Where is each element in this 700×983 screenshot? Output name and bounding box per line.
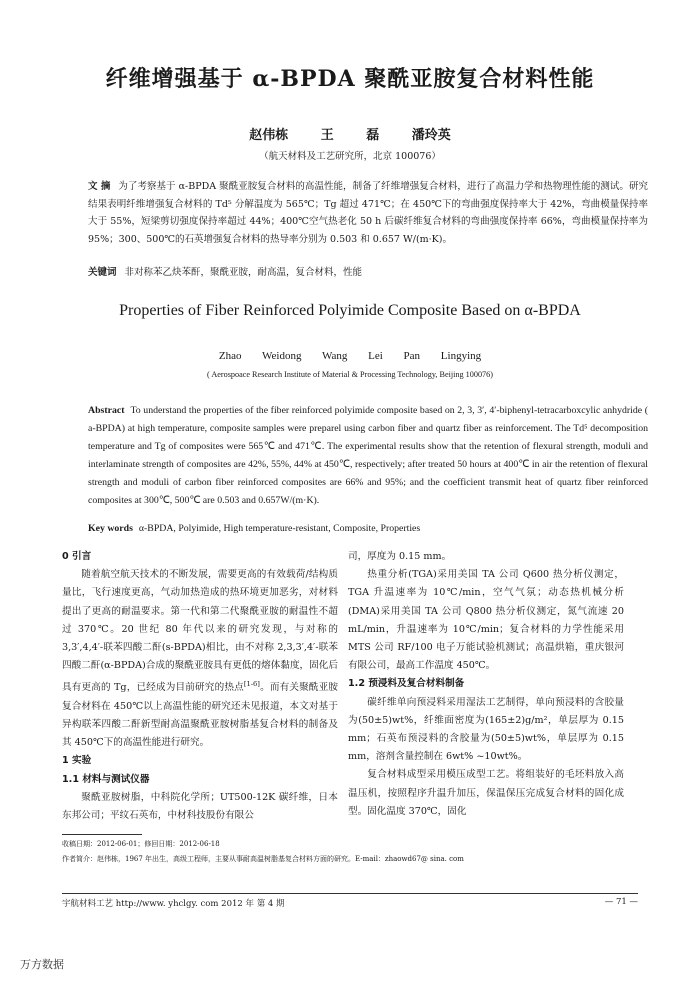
affiliation-en: ( Aerospoace Research Institute of Material & Processing Technology, Beijing 100076) [207,370,493,379]
section-heading-intro: 0 引言 [62,551,92,562]
authors-zh: 赵伟栋 王 磊 潘玲英 [249,128,451,143]
prepreg-paragraph: 碳纤维单向预浸料采用湿法工艺制得，单向预浸料的含胶量为(50±5)wt%，纤维面密度为(165±2)g/m²，单层厚为 0.15 mm；石英布预浸料的含胶量为(50±5)wt%，单层厚为 0.15 mm，溶剂含量控制在 6wt% ~10wt%。 [348,696,624,763]
section-heading-experiment: 1 实验 [62,755,92,767]
abstract-en [88,402,648,510]
subsection-heading-prepreg: 1.2 预浸料及复合材料制备 [348,678,465,690]
right-column [348,548,624,821]
instruments-paragraph: 热重分析(TGA)采用美国 TA 公司 Q600 热分析仪测定，TGA 升温速率为 10℃/min，空气气氛；动态热机械分析(DMA)采用美国 TA 公司 Q800 热分析仪测定，氮气流速 20 mL/min，升温速率为 10℃/min；复合材料的力学性能采用 MTS 公司 RF/100 电子万能试验机测试；高温烘箱，重庆银河有限公司，最高工作温度 450℃。 [348,569,624,672]
materials-paragraph-cont: 司，厚度为 0.15 mm。 [348,551,452,562]
affiliation-zh: （航天材料及工艺研究所，北京 100076） [259,151,441,162]
abstract-zh-label: 文 摘 [88,181,111,192]
abstract-en-label: Abstract [88,405,125,416]
abstract-zh-text: 为了考察基于 α-BPDA 聚酰亚胺复合材料的高温性能，制备了纤维增强复合材料，进行了高温力学和热物理性能的测试。研究结果表明纤维增强复合材料的 Td⁵ 分解温度为 565℃；Tg 超过 471℃；在 450℃下的弯曲强度保持率大于 42%，弯曲模量保持率大于 55%，短梁剪切强度保持率超过 44%；400℃空气热老化 50 h 后碳纤维复合材料的弯曲强度保持率 66%，弯曲模量保持率为 95%；300、500℃的石英增强复合材料的热导率分别为 0.503 和 0.657 W/(m·K)。 [88,181,648,245]
keywords-en [88,520,648,538]
watermark: 万方数据 [20,958,64,971]
page-footer [62,897,638,909]
subsection-heading-materials: 1.1 材料与测试仪器 [62,773,150,785]
authors-en: Zhao Weidong Wang Lei Pan Lingying [218,350,482,362]
abstract-en-text: To understand the properties of the fiber reinforced polyimide composite based on 2, 3, 3′, 4′-biphenyl-tetracarboxcylic anhydride ( a-BPDA) at high temperature, composite samples were preparel using carbon fiber and quartz fiber as reinforcement. The Td⁵ decomposition temperature and Tg of composites were 565℃ and 471℃. The experimental results show that the retention of flexural strength, moduli and interlaminate strength of composites are 42%, 55%, 44% at 450℃, respectively; after treated 50 hours at 400℃ in air the retention of flexural strength and moduli of carbon fiber reinforced composites are 66% and 95%; and the coefficient transmit heat of quartz fiber reinforced composites at 300℃, 500℃ are 0.503 and 0.657W/(m·K). [88,405,648,506]
title-zh: 纤维增强基于 α-BPDA 聚酰亚胺复合材料性能 [105,66,595,92]
footnote-dates: 收稿日期：2012-06-01；修回日期：2012-06-18 [62,840,220,848]
page-number: — 71 — [604,897,638,907]
footnote-author: 作者简介：赵伟栋，1967 年出生，高级工程师，主要从事耐高温树脂基复合材料方面的研究。E-mail：zhaowd67@ sina. com [62,855,464,863]
intro-text-cont: 。而有关聚酰亚胺复合材料在 450℃以上高温性能的研究还未见报道，本文对基于异构联苯四酸二酐新型耐高温聚酰亚胺树脂基复合材料的制备及其 450℃下的高温性能进行研究。 [62,682,339,749]
left-column [62,548,338,825]
molding-paragraph: 复合材料成型采用模压成型工艺。将组装好的毛坯料放入高温压机，按照程序升温升加压，保温保压完成复合材料的固化成型。固化温度 370℃，固化 [348,769,624,817]
keywords-zh-label: 关键词 [88,267,117,278]
citation-ref: [1-6] [243,680,260,689]
abstract-zh [88,178,648,248]
journal-info: 宇航材料工艺 http://www. yhclgy. com 2012 年 第 4 期 [62,899,285,909]
intro-paragraph [62,566,338,752]
intro-text: 随着航空航天技术的不断发展，需要更高的有效载荷/结构质量比，飞行速度更高，气动加热造成的热环境更加恶劣，对材料提出了更高的耐温要求。第一代和第二代聚酰亚胺的耐温性不超过 370℃。20 世纪 80 年代以来的研究发现，与对称的 3,3′,4,4′-联苯四酸二酐(s-BPDA)相比，由不对称 2,3,3′,4′-联苯四酸二酐(α-BPDA)合成的聚酰亚胺具有更低的熔体黏度，固化后具有更高的 Tg，已经成为目前研究的热点 [62,569,338,694]
title-en: Properties of Fiber Reinforced Polyimide Composite Based on α-BPDA [119,302,581,319]
footer-rule [62,893,638,894]
keywords-en-text: α-BPDA, Polyimide, High temperature-resistant, Composite, Properties [138,523,421,534]
materials-paragraph: 聚酰亚胺树脂，中科院化学所；UT500-12K 碳纤维，日本东邦公司；平纹石英布，中材科技股份有限公 [62,791,338,822]
keywords-en-label: Key words [88,523,133,534]
keywords-zh-text: 非对称苯乙炔苯酐，聚酰亚胺，耐高温，复合材料，性能 [124,267,363,278]
footnote-rule [62,834,142,835]
keywords-zh [88,264,648,282]
